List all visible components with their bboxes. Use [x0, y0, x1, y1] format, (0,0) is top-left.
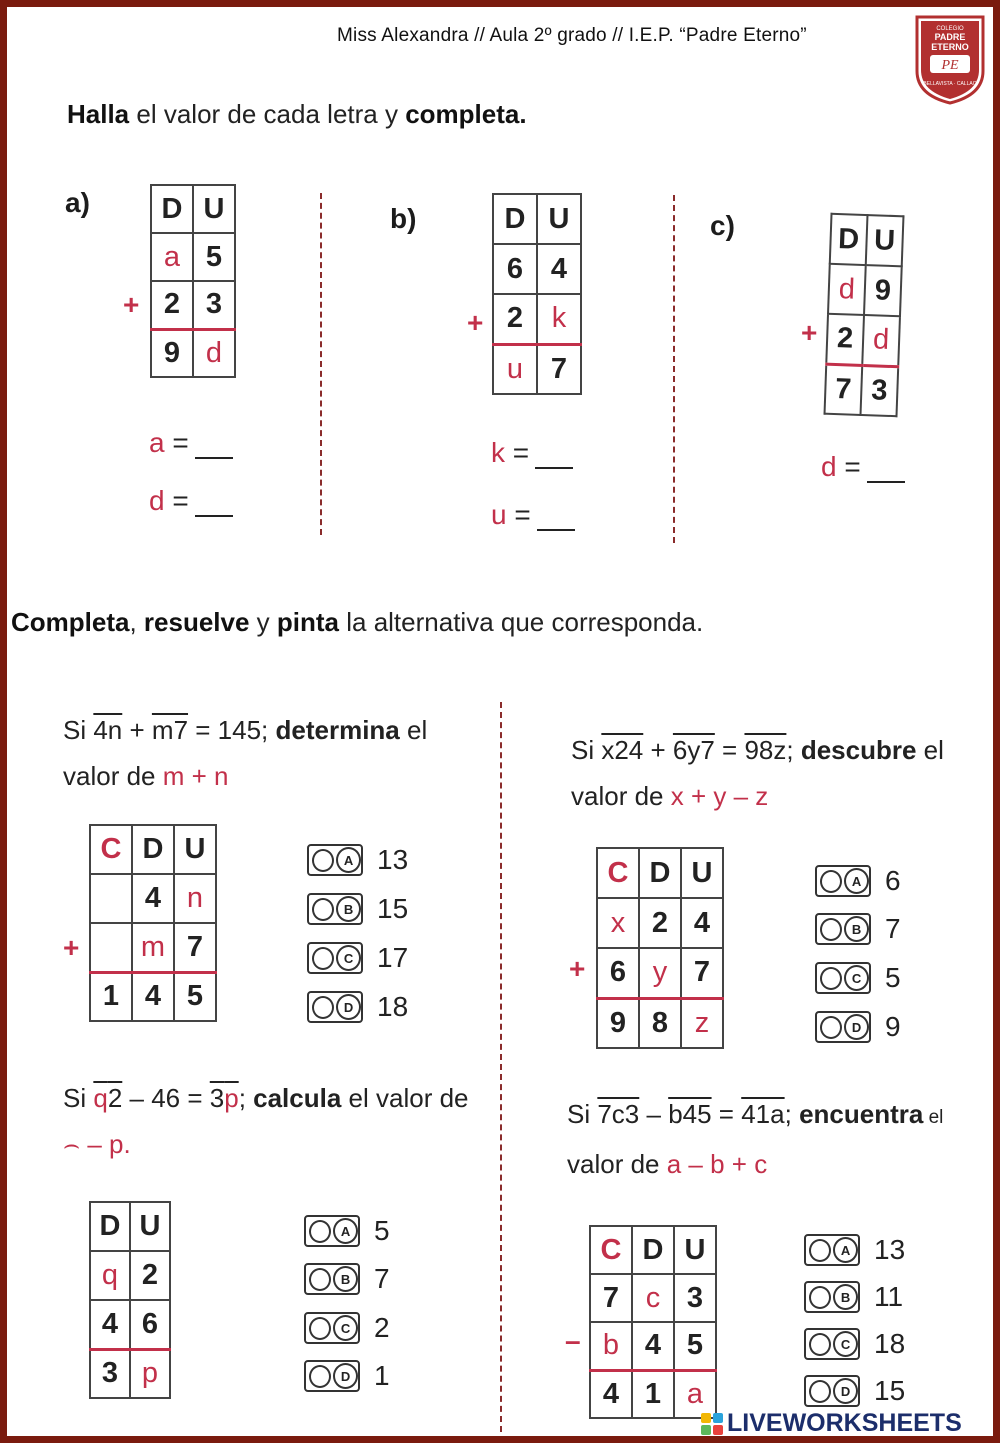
option-value: 17 [377, 942, 409, 973]
option-checkbox[interactable] [304, 1360, 360, 1392]
logo-bottom-text: BELLAVISTA · CALLAO [923, 81, 977, 87]
header-d: D [493, 194, 537, 244]
circle-icon [820, 967, 842, 990]
circle-icon [809, 1286, 831, 1309]
option-b[interactable] [815, 913, 901, 945]
cell: 6 [493, 244, 537, 294]
header-c: C [590, 1226, 632, 1274]
expression: m + n [162, 761, 229, 791]
instruction-1-bold-b: completa. [405, 99, 527, 129]
option-checkbox[interactable] [815, 865, 871, 897]
equals: = [836, 451, 861, 482]
option-checkbox[interactable] [307, 991, 363, 1023]
option-value: 5 [374, 1215, 390, 1246]
cell-c: c [632, 1274, 674, 1322]
option-letter: B [844, 916, 869, 942]
circle-icon [309, 1317, 331, 1340]
operator: = [711, 1099, 742, 1129]
header-d: D [151, 185, 193, 233]
cell-x: x [597, 898, 639, 948]
logo-monogram: PE [941, 58, 959, 73]
liveworksheets-watermark [701, 1409, 962, 1436]
option-value: 9 [885, 1011, 901, 1042]
cell: 4 [590, 1370, 632, 1418]
instruction-2-bold-c: pinta [276, 607, 340, 637]
option-letter: B [333, 1266, 358, 1292]
header-u: U [537, 194, 581, 244]
answer-blank[interactable] [867, 459, 905, 483]
option-value: 7 [885, 913, 901, 944]
text: Si [571, 735, 602, 765]
circle-icon [820, 870, 842, 893]
circle-icon [820, 918, 842, 941]
cell: 4 [632, 1322, 674, 1370]
cell: 7 [825, 364, 863, 415]
circle-icon [309, 1365, 331, 1388]
option-d[interactable] [815, 1011, 901, 1043]
option-value: 11 [874, 1281, 904, 1312]
answer-var: k [491, 437, 505, 468]
verb: calcula [253, 1083, 342, 1113]
equals: = [505, 437, 530, 468]
instruction-1-bold-a: Halla [67, 99, 130, 129]
cell-y: y [639, 948, 681, 998]
cell: 9 [864, 265, 902, 316]
option-value: 1 [374, 1360, 390, 1391]
option-letter: A [333, 1218, 358, 1244]
option-letter: C [833, 1331, 858, 1357]
text: valor de [567, 1149, 667, 1179]
cell-p: p [130, 1349, 170, 1398]
exercise-a-label: a) [65, 187, 90, 218]
logo-top-text: COLEGIO [936, 26, 964, 32]
cell: 3 [674, 1274, 716, 1322]
cell: 7 [681, 948, 723, 998]
exercise-a-grid [150, 184, 236, 378]
text: el valor de [341, 1083, 469, 1113]
term-letter: q [93, 1083, 108, 1113]
term: m7 [151, 715, 189, 745]
cell: 2 [130, 1251, 170, 1300]
header-u: U [174, 825, 216, 874]
text: Si [63, 1083, 94, 1113]
option-a[interactable] [804, 1234, 905, 1266]
option-value: 6 [885, 865, 901, 896]
answer-u[interactable] [491, 499, 575, 531]
school-logo [913, 13, 987, 105]
circle-icon [312, 996, 334, 1019]
cell [90, 923, 132, 972]
cell: 7 [590, 1274, 632, 1322]
answer-blank[interactable] [535, 445, 573, 469]
exercise-c-grid [823, 213, 904, 417]
cell: 4 [537, 244, 581, 294]
term: 7c3 [597, 1099, 640, 1129]
text: ; [786, 735, 801, 765]
verb: determina [275, 715, 400, 745]
option-value: 2 [374, 1312, 390, 1343]
option-b[interactable] [804, 1281, 903, 1313]
option-value: 18 [874, 1328, 906, 1359]
problem-4-text [567, 1091, 943, 1187]
answer-a[interactable] [149, 427, 233, 459]
option-letter: C [333, 1315, 358, 1341]
expression: ⌢ – p. [63, 1129, 131, 1159]
cell: 1 [632, 1370, 674, 1418]
header-d: D [639, 848, 681, 898]
operator: – 46 = [122, 1083, 210, 1113]
cell: 2 [493, 294, 537, 344]
option-d[interactable] [307, 991, 408, 1023]
cell [90, 874, 132, 923]
problem-4-grid [589, 1225, 717, 1419]
plus-sign: + [123, 289, 140, 320]
page-header: Miss Alexandra // Aula 2º grado // I.E.P. “Padre Eterno” [337, 25, 807, 46]
cell: 1 [90, 972, 132, 1021]
header-u: U [193, 185, 235, 233]
header-c: C [90, 825, 132, 874]
watermark-text: LIVEWORKSHEETS [727, 1409, 962, 1436]
equals: = [164, 485, 189, 516]
cell: 8 [639, 998, 681, 1048]
circle-icon [312, 849, 334, 872]
term: b45 [668, 1099, 712, 1129]
instruction-2-bold-a: Completa [11, 607, 130, 637]
exercise-b-label: b) [390, 203, 417, 234]
problem-1-grid [89, 824, 217, 1022]
answer-blank[interactable] [195, 493, 233, 517]
exercise-b-grid [492, 193, 582, 395]
cell: 6 [597, 948, 639, 998]
text: valor de [63, 761, 163, 791]
cell: 2 [151, 281, 193, 329]
problem-3-text [63, 1075, 469, 1167]
answer-blank[interactable] [537, 507, 575, 531]
cell: 9 [597, 998, 639, 1048]
expression: a – b + c [666, 1149, 768, 1179]
option-d[interactable] [304, 1360, 390, 1392]
cell-q: q [90, 1251, 130, 1300]
term-digit: 3 [209, 1083, 225, 1113]
option-b[interactable] [307, 893, 408, 925]
cell-a: a [151, 233, 193, 281]
instruction-2 [11, 607, 703, 638]
problem-2-text [571, 727, 944, 819]
term: x24 [601, 735, 644, 765]
answer-blank[interactable] [195, 435, 233, 459]
cell: 4 [681, 898, 723, 948]
option-letter: B [833, 1284, 858, 1310]
cell: 2 [639, 898, 681, 948]
cell: 2 [826, 314, 864, 365]
problem-3-grid [89, 1201, 171, 1399]
option-value: 18 [377, 991, 409, 1022]
option-checkbox[interactable] [307, 942, 363, 974]
term-digit: 2 [107, 1083, 123, 1113]
circle-icon [809, 1239, 831, 1262]
cell: 3 [193, 281, 235, 329]
plus-sign: + [801, 317, 818, 348]
minus-sign: – [565, 1325, 581, 1356]
header-u: U [681, 848, 723, 898]
answer-k[interactable] [491, 437, 573, 469]
answer-d[interactable] [821, 451, 905, 483]
term-letter: p [224, 1083, 239, 1113]
cell-d: d [193, 329, 235, 377]
plus-sign: + [569, 953, 586, 984]
option-letter: A [833, 1237, 858, 1263]
instruction-2-bold-b: resuelve [143, 607, 250, 637]
header-c: C [597, 848, 639, 898]
header-u: U [866, 215, 904, 266]
option-checkbox[interactable] [815, 1011, 871, 1043]
option-letter: B [336, 896, 361, 922]
option-d[interactable] [804, 1375, 905, 1407]
center-divider [500, 702, 502, 1432]
text: el [916, 735, 944, 765]
option-checkbox[interactable] [815, 962, 871, 994]
logo-line2: ETERNO [931, 42, 969, 52]
option-checkbox[interactable] [804, 1234, 860, 1266]
text: valor de [571, 781, 671, 811]
exercise-c-label: c) [710, 210, 735, 241]
option-checkbox[interactable] [804, 1375, 860, 1407]
option-letter: D [336, 994, 361, 1020]
option-value: 15 [874, 1375, 906, 1406]
instruction-2-sep: y [249, 607, 277, 637]
problem-1-text [63, 707, 427, 799]
term: 41a [741, 1099, 785, 1129]
cell-b: b [590, 1322, 632, 1370]
plus-sign: + [467, 307, 484, 338]
divider [320, 193, 322, 535]
circle-icon [312, 947, 334, 970]
text: = 145; [188, 715, 276, 745]
option-checkbox[interactable] [304, 1215, 360, 1247]
option-c[interactable] [307, 942, 408, 974]
answer-var: u [491, 499, 507, 530]
option-value: 7 [374, 1263, 390, 1294]
text: el [399, 715, 428, 745]
circle-icon [312, 898, 334, 921]
header-d: D [830, 214, 868, 265]
option-b[interactable] [304, 1263, 390, 1295]
option-letter: A [844, 868, 869, 894]
option-a[interactable] [307, 844, 408, 876]
option-c[interactable] [815, 962, 901, 994]
cell: 7 [174, 923, 216, 972]
option-c[interactable] [304, 1312, 390, 1344]
text: ; [784, 1099, 800, 1129]
option-checkbox[interactable] [304, 1263, 360, 1295]
text: Si [63, 715, 94, 745]
cell: 3 [90, 1349, 130, 1398]
cell-n: n [174, 874, 216, 923]
text: el [923, 1107, 944, 1128]
option-checkbox[interactable] [304, 1312, 360, 1344]
term: 98z [744, 735, 787, 765]
cell-a: a [674, 1370, 716, 1418]
instruction-1-mid: el valor de cada letra y [129, 99, 406, 129]
verb: descubre [800, 735, 917, 765]
circle-icon [309, 1268, 331, 1291]
text: Si [567, 1099, 598, 1129]
cell: 7 [537, 344, 581, 394]
operator: + [122, 715, 152, 745]
cell: 5 [674, 1322, 716, 1370]
instruction-1 [67, 99, 527, 130]
plus-sign: + [63, 932, 80, 963]
option-checkbox[interactable] [804, 1281, 860, 1313]
answer-var: d [821, 451, 837, 482]
header-d: D [632, 1226, 674, 1274]
option-letter: D [844, 1014, 869, 1040]
answer-var: a [149, 427, 165, 458]
divider [673, 195, 675, 543]
option-checkbox[interactable] [307, 844, 363, 876]
cell-k: k [537, 294, 581, 344]
header-u: U [130, 1202, 170, 1251]
option-letter: C [336, 945, 361, 971]
cell-d: d [828, 264, 866, 315]
expression: x + y – z [670, 781, 769, 811]
header-d: D [132, 825, 174, 874]
option-checkbox[interactable] [307, 893, 363, 925]
cell: 5 [193, 233, 235, 281]
cell: 4 [132, 972, 174, 1021]
option-value: 13 [377, 844, 409, 875]
option-c[interactable] [804, 1328, 905, 1360]
option-checkbox[interactable] [815, 913, 871, 945]
problem-2-grid [596, 847, 724, 1049]
liveworksheets-logo-icon [701, 1413, 723, 1435]
term: 4n [93, 715, 123, 745]
circle-icon [809, 1380, 831, 1403]
term: 6y7 [672, 735, 715, 765]
option-checkbox[interactable] [804, 1328, 860, 1360]
instruction-2-rest: la alternativa que corresponda. [339, 607, 704, 637]
cell-d: d [862, 315, 900, 366]
option-a[interactable] [815, 865, 901, 897]
cell: 4 [132, 874, 174, 923]
cell: 5 [174, 972, 216, 1021]
worksheet-page [7, 7, 993, 1436]
cell: 4 [90, 1300, 130, 1349]
option-a[interactable] [304, 1215, 390, 1247]
cell: 9 [151, 329, 193, 377]
circle-icon [820, 1016, 842, 1039]
option-value: 5 [885, 962, 901, 993]
operator: + [643, 735, 673, 765]
circle-icon [809, 1333, 831, 1356]
verb: encuentra [799, 1099, 924, 1129]
header-u: U [674, 1226, 716, 1274]
answer-d[interactable] [149, 485, 233, 517]
circle-icon [309, 1220, 331, 1243]
option-letter: C [844, 965, 869, 991]
answer-var: d [149, 485, 165, 516]
cell: 6 [130, 1300, 170, 1349]
equals: = [164, 427, 189, 458]
operator: = [714, 735, 745, 765]
operator: – [639, 1099, 669, 1129]
option-letter: D [333, 1363, 358, 1389]
cell-m: m [132, 923, 174, 972]
cell-u: u [493, 344, 537, 394]
cell-z: z [681, 998, 723, 1048]
instruction-2-sep: , [129, 607, 144, 637]
option-value: 13 [874, 1234, 906, 1265]
header-d: D [90, 1202, 130, 1251]
text: ; [238, 1083, 254, 1113]
option-value: 15 [377, 893, 409, 924]
cell: 3 [861, 365, 899, 416]
option-letter: A [336, 847, 361, 873]
logo-line1: PADRE [934, 32, 966, 42]
option-letter: D [833, 1378, 858, 1404]
equals: = [506, 499, 531, 530]
